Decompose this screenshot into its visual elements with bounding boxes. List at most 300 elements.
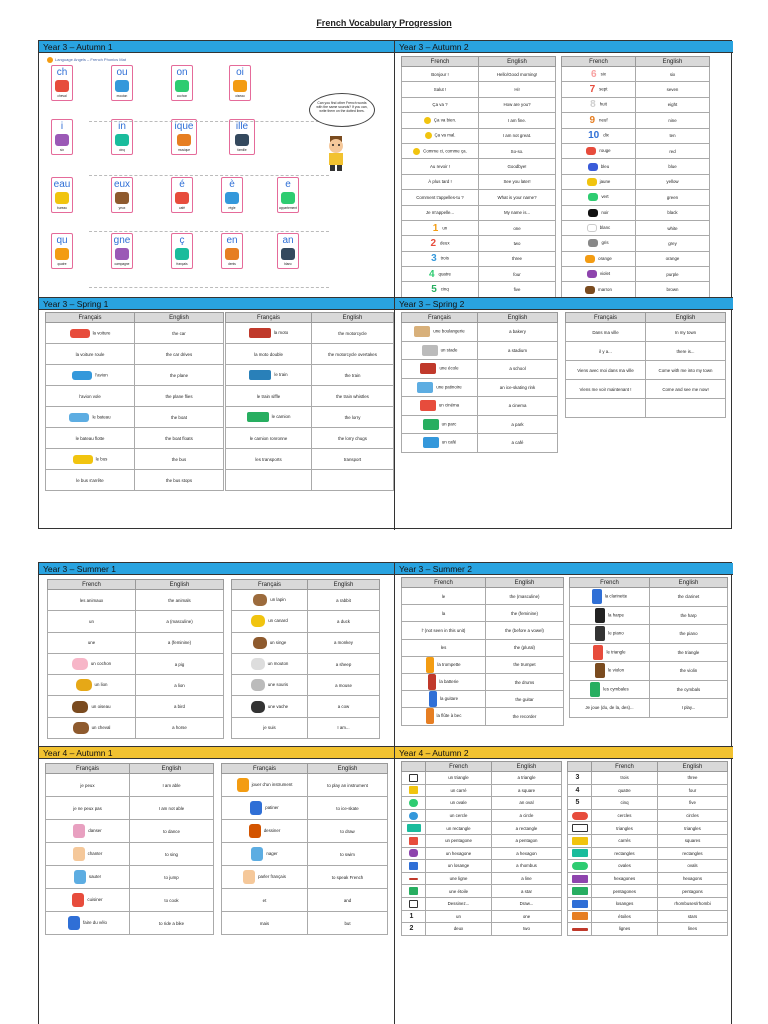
french-cell: le camion ronronne [226, 428, 312, 449]
french-cell: chanter [46, 843, 130, 866]
english-cell: See you later! [479, 174, 556, 189]
panel-heading: Year 3 – Spring 1 [39, 298, 394, 310]
paint-splash-icon [588, 163, 598, 171]
table-row [222, 866, 388, 889]
paint-splash-icon [587, 224, 597, 232]
number-icon: 8 [590, 99, 596, 111]
picture-icon [247, 412, 269, 422]
french-cell: un lapin [232, 590, 308, 611]
english-cell: the car [135, 323, 224, 344]
english-cell: In my town [646, 323, 726, 342]
french-cell: un cheval [48, 717, 136, 738]
picture-icon [251, 679, 265, 691]
french-cell: marron [562, 282, 636, 297]
french-cell: dessiner [222, 820, 308, 843]
french-cell: le piano [570, 625, 650, 644]
french-cell: vert [562, 190, 636, 205]
panel-heading: Year 3 – Autumn 1 [39, 41, 394, 53]
table-row [402, 205, 556, 220]
english-cell: a stadium [478, 341, 558, 360]
french-cell: danser [46, 820, 130, 843]
english-cell: orange [636, 251, 710, 266]
table-row [402, 434, 558, 453]
vocab-table-right: French English 6 six six 7 sept seven 8 huit eight 9 neuf nine 10 dix ten rouge red bleu blue jaune yellow vert green noir black blanc white gris grey orange orange violet purple marron brown [561, 56, 710, 298]
table-row [222, 912, 388, 935]
table-row [402, 415, 558, 434]
english-cell: a monkey [308, 632, 380, 653]
french-cell: quatre [592, 784, 658, 797]
english-cell: triangles [658, 822, 728, 835]
english-cell: lines [658, 923, 728, 936]
shapes-group-icon [572, 849, 588, 857]
picture-icon [73, 847, 85, 861]
shape-icon [409, 799, 418, 807]
table-row [402, 809, 562, 822]
number-icon: 3 [575, 774, 580, 782]
french-cell: un losange [426, 860, 492, 873]
english-cell: to sing [130, 843, 214, 866]
english-cell: I am fine. [479, 113, 556, 128]
french-cell: Dans ma ville [566, 323, 646, 342]
french-cell: violet [562, 267, 636, 282]
shapes-group-icon [572, 912, 588, 920]
panel-y3-summer2 [395, 563, 733, 747]
number-icon: 7 [589, 84, 596, 96]
french-cell: nager [222, 843, 308, 866]
english-cell: to draw [308, 820, 388, 843]
table-row [568, 847, 728, 860]
picture-icon [73, 455, 93, 464]
english-cell: purple [636, 267, 710, 282]
table-row [402, 190, 556, 205]
number-icon: 5 [575, 799, 580, 807]
table-row [568, 872, 728, 885]
table-row [402, 220, 556, 235]
table-row [226, 386, 394, 407]
sheet-bottom [38, 562, 732, 1024]
english-cell: to cook [130, 889, 214, 912]
table-row [568, 923, 728, 936]
french-cell: lignes [592, 923, 658, 936]
table-row [226, 407, 394, 428]
english-cell: the animals [136, 590, 224, 611]
french-cell: un carré [426, 784, 492, 797]
french-cell: 1 un [402, 220, 479, 235]
table-row [568, 860, 728, 873]
english-cell: an oval [492, 797, 562, 810]
page-title: French Vocabulary Progression [316, 18, 452, 28]
french-cell: cercles [592, 809, 658, 822]
picture-icon [595, 663, 605, 678]
english-cell: Hi! [479, 82, 556, 97]
french-cell: Je m'appelle... [402, 205, 479, 220]
french-cell: je peux [46, 774, 130, 797]
french-cell: les cymbales [570, 680, 650, 699]
english-cell: the (plural) [486, 639, 564, 656]
shape-icon [409, 849, 418, 857]
english-cell: pentagons [658, 885, 728, 898]
french-cell: la trompette [402, 656, 486, 673]
table-row [402, 910, 562, 923]
row-picture [568, 834, 592, 847]
vocab-table-left: Français English je peux I am able je ne peux pas I am not able danser to dance chanter to sing sauter to jump cuisiner to cook faire du vélo to ride a bike [45, 763, 214, 935]
table-row [402, 639, 564, 656]
row-picture [568, 797, 592, 810]
table-row [402, 772, 562, 785]
english-cell: What is your name? [479, 190, 556, 205]
english-cell: squares [658, 834, 728, 847]
table-row [46, 428, 224, 449]
table-row [566, 323, 726, 342]
number-icon: 1 [432, 222, 439, 234]
french-cell: une souris [232, 675, 308, 696]
shape-icon [407, 824, 421, 832]
row-picture [402, 784, 426, 797]
english-cell: red [636, 143, 710, 158]
english-cell: a pentagon [492, 834, 562, 847]
french-cell: 6 six [562, 67, 636, 82]
french-cell: je ne peux pas [46, 797, 130, 820]
french-cell: la clarinette [570, 588, 650, 607]
table-row [402, 605, 564, 622]
english-cell: the piano [650, 625, 728, 644]
row-picture [402, 822, 426, 835]
english-cell: a line [492, 872, 562, 885]
picture-icon [70, 329, 90, 338]
card-picture-icon [175, 192, 189, 204]
phonics-card: i six [51, 119, 73, 155]
phonics-card: oi oiseau [229, 65, 251, 101]
table-row [226, 323, 394, 344]
panel-y3-autumn1 [39, 41, 395, 298]
table-row [402, 822, 562, 835]
french-cell: un mouton [232, 653, 308, 674]
french-cell: un oiseau [48, 696, 136, 717]
french-cell: un parc [402, 415, 478, 434]
table-row [402, 128, 556, 143]
table-row [562, 159, 710, 174]
english-cell: four [658, 784, 728, 797]
french-cell: Salut ! [402, 82, 479, 97]
shapes-group-icon [572, 928, 588, 931]
picture-icon [68, 916, 80, 930]
card-picture-icon [281, 192, 295, 204]
table-row [402, 159, 556, 174]
picture-icon [595, 626, 605, 641]
table-row [562, 205, 710, 220]
french-cell: un cinéma [402, 397, 478, 416]
table-row [562, 174, 710, 189]
table-row [48, 632, 224, 653]
french-cell: 2 deux [402, 236, 479, 251]
english-cell: and [308, 889, 388, 912]
picture-icon [69, 413, 89, 422]
english-cell: an ice-skating rink [478, 378, 558, 397]
sheet-top [38, 40, 732, 529]
phonics-card: eux yeux [111, 177, 133, 213]
table-row [402, 341, 558, 360]
table-row [226, 428, 394, 449]
picture-icon [253, 637, 267, 649]
english-cell: Goodbye! [479, 159, 556, 174]
english-cell: the lorry chugs [312, 428, 394, 449]
vocab-table-right: Français English jouer d'un instrument to play an instrument patiner to ice-skate dessiner to draw nager to swim parler français to speak French et and mais but [221, 763, 388, 935]
english-cell: the car drives [135, 344, 224, 365]
french-cell: un rectangle [426, 822, 492, 835]
picture-icon [417, 382, 433, 393]
french-cell: la voiture [46, 323, 135, 344]
card-picture-icon [115, 80, 129, 92]
english-cell: three [658, 772, 728, 785]
french-cell: le [402, 588, 486, 605]
french-cell: la guitare [402, 691, 486, 708]
table-row [402, 784, 562, 797]
table-row [48, 717, 224, 738]
card-picture-icon [115, 192, 129, 204]
table-row [402, 872, 562, 885]
table-row [402, 622, 564, 639]
french-cell: l'avion [46, 365, 135, 386]
table-row [402, 397, 558, 416]
english-cell: two [492, 923, 562, 936]
shape-icon [409, 900, 418, 908]
picture-icon [425, 132, 432, 139]
french-cell: parler français [222, 866, 308, 889]
paint-splash-icon [586, 147, 596, 155]
english-cell: stars [658, 910, 728, 923]
speech-bubble: Can you find other French words with the same sounds? If you can, write them on the dotted lines. [309, 93, 375, 127]
english-cell: Come with me into my town [646, 361, 726, 380]
table-row [222, 889, 388, 912]
french-cell: gris [562, 236, 636, 251]
picture-icon [428, 674, 436, 690]
english-cell: I am not great. [479, 128, 556, 143]
table-row [570, 662, 728, 681]
picture-icon [424, 117, 431, 124]
card-picture-icon [55, 134, 69, 146]
french-cell: le train [226, 365, 312, 386]
english-cell: a mouse [308, 675, 380, 696]
phonics-card: ch cheval [51, 65, 73, 101]
shape-icon [409, 887, 418, 895]
english-cell: black [636, 205, 710, 220]
table-row [226, 365, 394, 386]
french-cell: triangles [592, 822, 658, 835]
dotted-line [89, 231, 329, 232]
dotted-line [89, 287, 329, 288]
french-cell: la moto [226, 323, 312, 344]
table-row [46, 470, 224, 491]
french-cell: je suis [232, 717, 308, 738]
english-cell: the motorcycle [312, 323, 394, 344]
french-cell: et [222, 889, 308, 912]
panel-heading: Year 3 – Summer 2 [395, 563, 733, 575]
english-cell: a bird [136, 696, 224, 717]
french-cell: la flûte à bec [402, 708, 486, 725]
french-cell: Au revoir ! [402, 159, 479, 174]
french-cell: la [402, 605, 486, 622]
english-cell: the plane [135, 365, 224, 386]
row-picture [568, 784, 592, 797]
french-cell: une [48, 632, 136, 653]
french-cell: Ça va bien. [402, 113, 479, 128]
french-cell: losanges [592, 897, 658, 910]
row-picture [568, 847, 592, 860]
english-cell: How are you? [479, 97, 556, 112]
french-cell: une boulangerie [402, 323, 478, 342]
shapes-group-icon [572, 887, 588, 895]
french-cell: la moto double [226, 344, 312, 365]
table-row [402, 67, 556, 82]
picture-icon [423, 419, 439, 430]
english-cell: five [479, 282, 556, 297]
picture-icon [251, 701, 265, 713]
table-row [562, 220, 710, 235]
table-row [46, 344, 224, 365]
french-cell: carrés [592, 834, 658, 847]
english-cell: one [492, 910, 562, 923]
table-row [232, 611, 380, 632]
table-row [562, 251, 710, 266]
panel-heading: Year 4 – Autumn 1 [39, 747, 394, 759]
english-cell: the (before a vowel) [486, 622, 564, 639]
french-cell: 8 huit [562, 97, 636, 112]
french-cell: cuisiner [46, 889, 130, 912]
picture-icon [73, 824, 85, 838]
vocab-table-left: Français English la voiture the car la voiture roule the car drives l'avion the plane l'avion vole the plane flies le bateau the boat le bateau flotte the boat floats le bus the bus le bus s'arrête the bus stops [45, 312, 224, 491]
french-cell: Viens avec moi dans ma ville [566, 361, 646, 380]
vocab-table-left: French English les animaux the animals un a (masculine) une a (feminine) un cochon a pig un lion a lion un oiseau a bird un cheval a horse [47, 579, 224, 739]
french-cell: rectangles [592, 847, 658, 860]
english-cell: the lorry [312, 407, 394, 428]
phonics-mat-title: Language Angels – French Phonics Mat [47, 57, 126, 63]
english-cell: one [479, 220, 556, 235]
picture-icon [414, 326, 430, 337]
shapes-group-icon [572, 875, 588, 883]
shapes-group-icon [572, 837, 588, 845]
table-row [232, 696, 380, 717]
english-cell: a cinema [478, 397, 558, 416]
card-picture-icon [235, 134, 249, 146]
french-cell: un stade [402, 341, 478, 360]
row-picture [402, 772, 426, 785]
english-cell: My name is... [479, 205, 556, 220]
picture-icon [593, 645, 603, 660]
english-cell: yellow [636, 174, 710, 189]
vocab-table-left: French English Bonjour ! Hello/Good morning! Salut ! Hi! Ça va ? How are you? Ça va bien. I am fine. Ça va mal. I am not great. Comme ci, comme ça. So-so. Au revoir ! Goodbye! À plus tard ! See you later! Comment t'appelles-tu ? What is your name? Je m'appelle... My name is... 1 un one 2 deux two 3 trois three 4 quatre four 5 cinq five [401, 56, 556, 298]
number-icon: 2 [430, 237, 437, 249]
english-cell: the trumpet [486, 656, 564, 673]
english-cell: a park [478, 415, 558, 434]
english-cell: but [308, 912, 388, 935]
english-cell: Draw... [492, 897, 562, 910]
number-icon: 2 [409, 925, 414, 933]
english-cell: a hexagon [492, 847, 562, 860]
vocab-table-right: Français English Dans ma ville In my town il y a... there is... Viens avec moi dans ma ville Come with me into my town Viens me voir maintenant ! Come and see me now! [565, 312, 726, 418]
table-row [46, 449, 224, 470]
picture-icon [426, 708, 434, 724]
french-cell: le bus [46, 449, 135, 470]
table-row [566, 380, 726, 399]
shapes-group-icon [572, 812, 588, 820]
french-cell: la voiture roule [46, 344, 135, 365]
panel-y3-summer1 [39, 563, 395, 747]
picture-icon [413, 148, 420, 155]
number-icon: 10 [588, 130, 600, 142]
shape-icon [409, 837, 418, 845]
number-icon: 3 [431, 253, 437, 265]
french-cell: orange [562, 251, 636, 266]
english-cell: there is... [646, 342, 726, 361]
picture-icon [426, 657, 434, 673]
english-cell: the drums [486, 673, 564, 690]
picture-icon [251, 615, 265, 627]
french-cell: le bateau flotte [46, 428, 135, 449]
french-cell: l'avion vole [46, 386, 135, 407]
picture-icon [249, 328, 271, 338]
picture-icon [72, 701, 88, 713]
number-icon: 6 [591, 68, 597, 80]
paint-splash-icon [588, 193, 598, 201]
table-row [46, 889, 214, 912]
picture-icon [249, 824, 261, 838]
table-row [568, 809, 728, 822]
table-row [222, 797, 388, 820]
picture-icon [74, 870, 86, 884]
french-cell: une ligne [426, 872, 492, 885]
english-cell: hexagons [658, 872, 728, 885]
english-cell: three [479, 251, 556, 266]
english-cell: the motorcycle overtakes [312, 344, 394, 365]
table-row [562, 67, 710, 82]
french-cell: les [402, 639, 486, 656]
shape-icon [409, 786, 418, 794]
english-cell: ovals [658, 860, 728, 873]
french-cell: hexagones [592, 872, 658, 885]
table-row [402, 82, 556, 97]
phonics-card: ique musique [171, 119, 197, 155]
french-cell: une vache [232, 696, 308, 717]
paint-splash-icon [588, 239, 598, 247]
table-row [402, 673, 564, 690]
english-cell: rectangles [658, 847, 728, 860]
english-cell: the plane flies [135, 386, 224, 407]
row-picture [568, 897, 592, 910]
table-row [402, 251, 556, 266]
table-row [570, 625, 728, 644]
row-picture [402, 847, 426, 860]
panel-heading: Year 3 – Spring 2 [395, 298, 733, 310]
english-cell: to ride a bike [130, 912, 214, 935]
vocab-table-left: French English le the (masculine) la the (feminine) l' (not seen in this unit) the (before a vowel) les the (plural) la trompette the trumpet la batterie the drums la guitare the guitar la flûte à bec the recorder [401, 577, 564, 726]
table-row [402, 885, 562, 898]
table-row [566, 399, 726, 418]
english-cell: to speak French [308, 866, 388, 889]
panel-y3-spring2 [395, 298, 733, 530]
table-row [402, 708, 564, 725]
french-cell [566, 399, 646, 418]
phonics-card: é café [171, 177, 193, 213]
row-picture [402, 910, 426, 923]
french-cell: un [426, 910, 492, 923]
english-cell: the guitar [486, 691, 564, 708]
english-cell: blue [636, 159, 710, 174]
table-row [570, 606, 728, 625]
french-cell: les animaux [48, 590, 136, 611]
english-cell: I am able [130, 774, 214, 797]
english-cell: a duck [308, 611, 380, 632]
english-cell: two [479, 236, 556, 251]
